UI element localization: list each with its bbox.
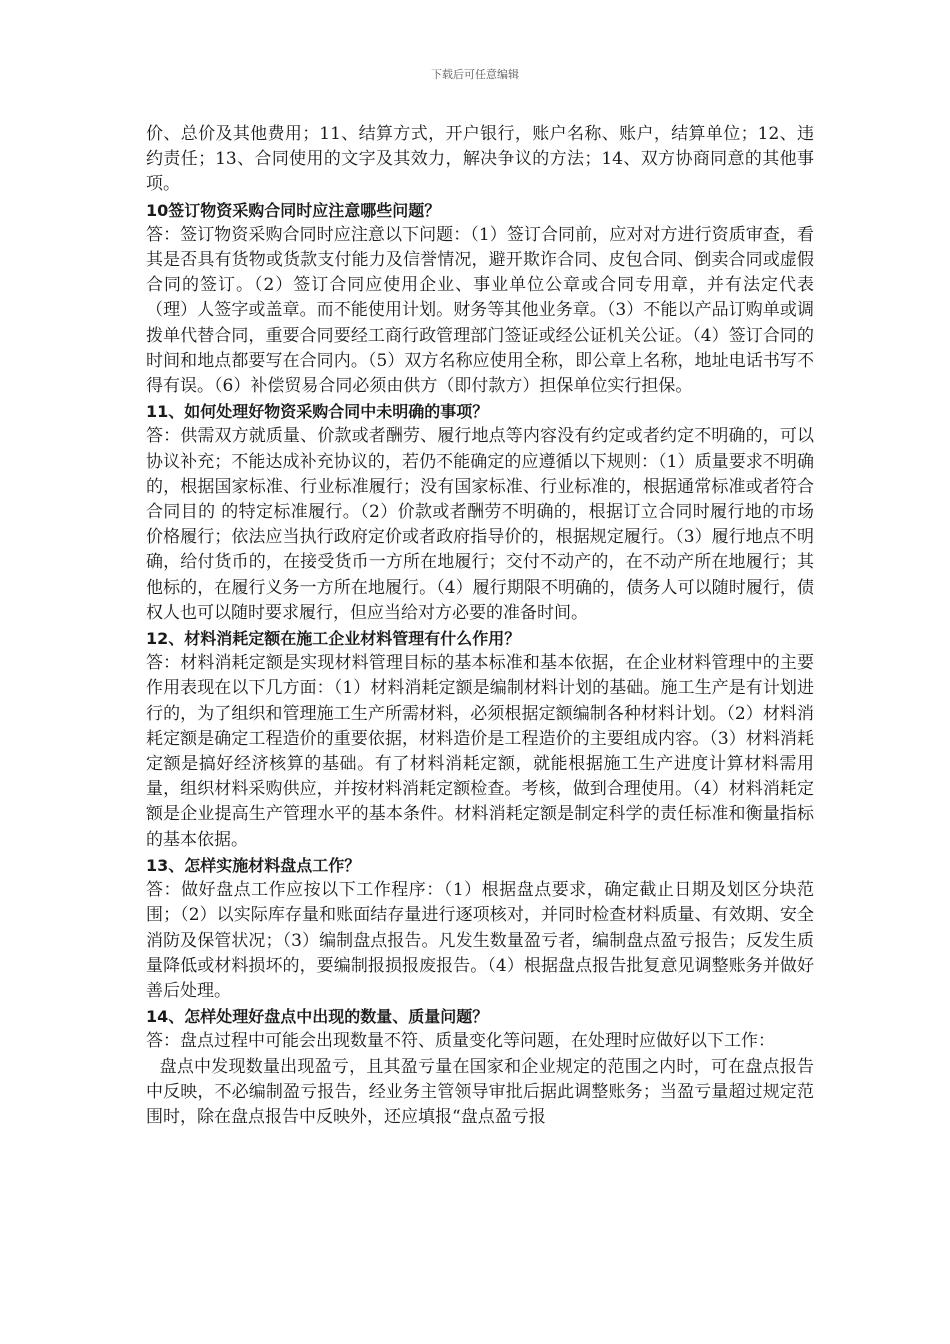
indented-paragraph: 盘点中发现数量出现盈亏，且其盈亏量在国家和企业规定的范围之内时，可在盘点报告中反映，不必编制盈亏报告，经业务主管领导审批后据此调整账务；当盈亏量超过规定范围时，除在盘点报告中反映外，还应填报“盘点盈亏报 <box>146 1056 814 1127</box>
answer-paragraph: 答：签订物资采购合同时应注意以下问题：（1）签订合同前，应对对方进行资质审查，看其是否具有货物或货款支付能力及信誉情况，避开欺诈合同、皮包合同、倒卖合同或虚假合同的签订。（2）签订合同应使用企业、事业单位公章或合同专用章，并有法定代表（理）人签字或盖章。而不能使用计划。财务等其他业务章。（3）不能以产品订购单或调拨单代替合同，重要合同要经工商行政管理部门签证或经公证机关公证。（4）签订合同的时间和地点都要写在合同内。（5）双方名称应使用全称，即公章上名称，地址电话书写不得有误。（6）补偿贸易合同必须由供方（即付款方）担保单位实行担保。 <box>146 224 814 397</box>
page-header: 下载后可任意编辑 <box>431 68 519 81</box>
question-heading: 13、怎样实施材料盘点工作？ <box>146 855 361 875</box>
question-heading: 14、怎样处理好盘点中出现的数量、质量问题？ <box>146 1007 489 1027</box>
question-heading: 10签订物资采购合同时应注意哪些问题？ <box>146 200 441 220</box>
answer-paragraph: 答：供需双方就质量、价款或者酬劳、履行地点等内容没有约定或者约定不明确的，可以协议补充；不能达成补充协议的，若仍不能确定的应遵循以下规则：（1）质量要求不明确的，根据国家标准、行业标准履行；没有国家标准、行业标准的，根据通常标准或者符合合同目的 的特定标准履行。（2）价款或者酬劳不明确的，根据订立合同时履行地的市场价格履行；依法应当执行政府定价或者政府指导价的，根据规定履行。（3）履行地点不明确，给付货币的，在接受货币一方所在地履行；交付不动产的，在不动产所在地履行；其他标的，在履行义务一方所在地履行。（4）履行期限不明确的，债务人可以随时履行，债权人也可以随时要求履行，但应当给对方必要的准备时间。 <box>146 426 814 623</box>
answer-paragraph: 答：材料消耗定额是实现材料管理目标的基本标准和基本依据，在企业材料管理中的主要作用表现在以下几方面：（1）材料消耗定额是编制材料计划的基础。施工生产是有计划进行的，为了组织和管理施工生产所需材料，必须根据定额编制各种材料计划。（2）材料消耗定额是确定工程造价的重要依据，材料造价是工程造价的主要组成内容。（3）材料消耗定额是搞好经济核算的基础。有了材料消耗定额，就能根据施工生产进度计算材料需用量，组织材料采购供应，并按材料消耗定额检查。考核，做到合理使用。（4）材料消耗定额是企业提高生产管理水平的基本条件。材料消耗定额是制定科学的责任标准和衡量指标的基本依据。 <box>146 653 814 850</box>
answer-paragraph: 答：做好盘点工作应按以下工作程序：（1）根据盘点要求，确定截止日期及划区分块范围；（2）以实际库存量和账面结存量进行逐项核对，并同时检查材料质量、有效期、安全消防及保管状况；（3）编制盘点报告。凡发生数量盈亏者，编制盘点盈亏报告；反发生质量降低或材料损坏的，要编制报损报废报告。（4）根据盘点报告批复意见调整账务并做好善后处理。 <box>146 880 814 1001</box>
question-heading: 12、材料消耗定额在施工企业材料管理有什么作用？ <box>146 629 521 649</box>
answer-paragraph: 答：盘点过程中可能会出现数量不符、质量变化等问题，在处理时应做好以下工作： <box>146 1031 775 1052</box>
document-body <box>146 122 814 1130</box>
paragraph: 价、总价及其他费用；11、结算方式，开户银行，账户名称、账户，结算单位；12、违约责任；13、合同使用的文字及其效力，解决争议的方法；14、双方协商同意的其他事项。 <box>146 124 814 195</box>
question-heading: 11、如何处理好物资采购合同中未明确的事项？ <box>146 402 489 422</box>
